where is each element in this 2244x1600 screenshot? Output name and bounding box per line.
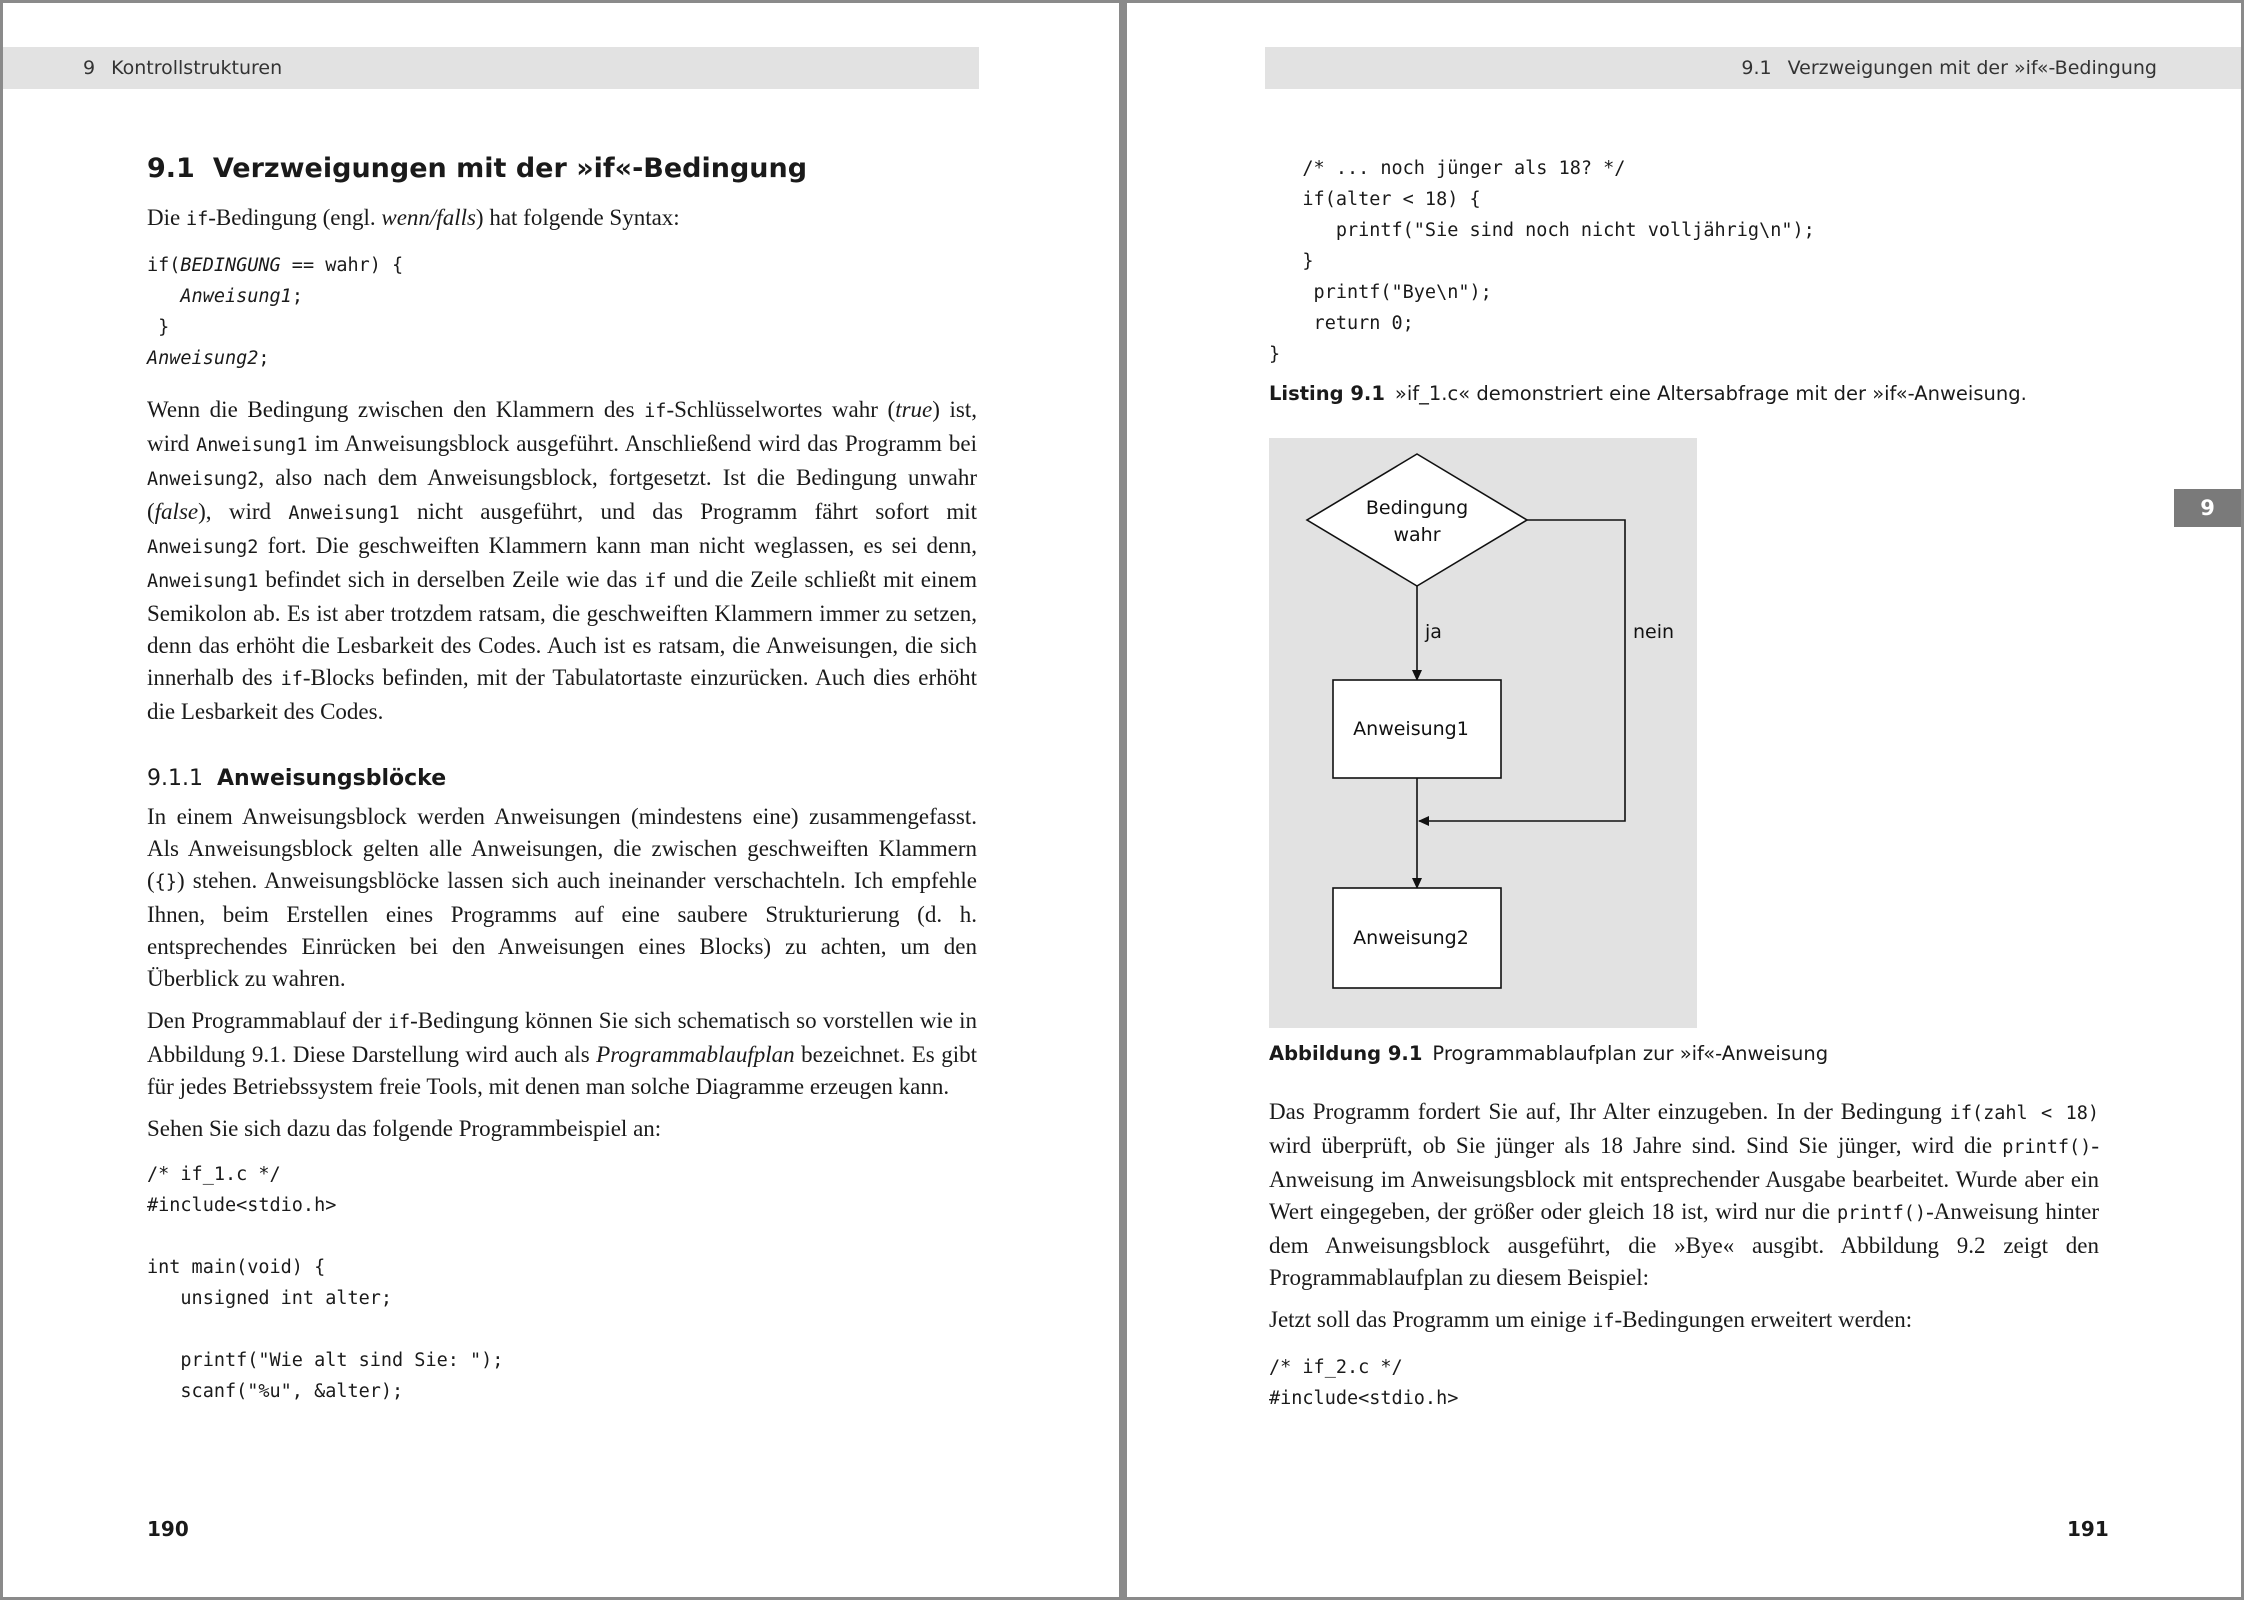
body-paragraph-2: Jetzt soll das Programm um einige if-Bedingungen erweitert werden:: [1269, 1307, 1913, 1332]
code-line: /* if_1.c */: [147, 1164, 281, 1185]
code-line: unsigned int alter;: [147, 1288, 393, 1309]
right-content: [1269, 153, 2099, 1414]
section-heading: [147, 153, 977, 184]
no-label: nein: [1633, 621, 1675, 643]
code-line: return 0;: [1269, 313, 1414, 334]
code-line: [147, 1314, 977, 1345]
code-line: if(alter < 18) {: [1269, 189, 1481, 210]
code-line: }: [1269, 251, 1314, 272]
left-content: [147, 153, 977, 1407]
body-paragraph-4: Sehen Sie sich dazu das folgende Programmbeispiel an:: [147, 1116, 662, 1141]
body-paragraph-1: Wenn die Bedingung zwischen den Klammern des if-Schlüsselwortes wahr (true) ist, wird Anweisung1 im Anweisungsblock ausgeführt. Anschließend wird das Programm bei Anweisung2, also nach dem Anweisungsblock, fortgesetzt. Ist die Bedingung unwahr (false), wird Anweisung1 nicht ausgeführt, und das Programm fährt sofort mit Anweisung2 fort. Die geschweiften Klammern kann man nicht weglassen, es sei denn, Anweisung1 befindet sich in derselben Zeile wie das if und die Zeile schließt mit einem Semikolon ab. Es ist aber trotzdem ratsam, die geschweiften Klammern immer zu setzen, denn das erhöht die Lesbarkeit des Codes. Auch ist es ratsam, die Anweisungen, die sich innerhalb des if-Blocks befinden, mit der Tabulatortaste einzurücken. Auch dies erhöht die Lesbarkeit des Codes.: [147, 397, 978, 724]
listing-caption: Listing 9.1 »if_1.c« demonstriert eine Altersabfrage mit der »if«-Anweisung.: [1269, 382, 2027, 405]
code-line: /* ... noch jünger als 18? */: [1269, 158, 1626, 179]
subsection-title: Anweisungsblöcke: [216, 766, 447, 791]
chapter-tab: 9: [2174, 489, 2241, 527]
subsection-number: 9.1.1: [147, 766, 203, 791]
code-line: }: [1269, 344, 1281, 365]
decision-label-line2: wahr: [1393, 524, 1441, 546]
code-listing-2: [1269, 1352, 2099, 1414]
chapter-title: Kontrollstrukturen: [111, 57, 283, 79]
code-line: scanf("%u", &alter);: [147, 1381, 404, 1402]
figure-caption: Abbildung 9.1 Programmablaufplan zur »if«-Anweisung: [1269, 1042, 1829, 1065]
syntax-code: if(BEDINGUNG == wahr) { Anweisung1; } Anweisung2;: [147, 255, 404, 369]
code-line: [147, 1221, 977, 1252]
section-title: Verzweigungen mit der »if«-Bedingung: [212, 153, 808, 184]
statement-box-1-label: Anweisung1: [1353, 718, 1469, 740]
decision-diamond: [1307, 454, 1527, 586]
code-line: /* if_2.c */: [1269, 1357, 1403, 1378]
subsection-heading: [147, 766, 977, 791]
code-line: #include<stdio.h>: [1269, 1388, 1459, 1409]
code-line: printf("Sie sind noch nicht volljährig\n");: [1269, 220, 1815, 241]
section-number: 9.1: [1741, 57, 1772, 79]
code-line: #include<stdio.h>: [147, 1195, 337, 1216]
section-title: Verzweigungen mit der »if«-Bedingung: [1787, 57, 2157, 79]
right-page: [1127, 3, 2241, 1597]
flowchart-figure: [1269, 438, 1697, 1028]
intro-paragraph: Die if-Bedingung (engl. wenn/falls) hat folgende Syntax:: [147, 205, 680, 230]
yes-label: ja: [1425, 621, 1442, 643]
page-number: 190: [147, 1517, 189, 1541]
page-number: 191: [2067, 1517, 2109, 1541]
running-head: [1265, 47, 2241, 89]
decision-label-line1: Bedingung: [1365, 497, 1469, 519]
code-listing-1: [147, 1159, 977, 1407]
section-number: 9.1: [147, 153, 195, 184]
code-listing-1-continued: [1269, 153, 2099, 370]
chapter-number: 9: [83, 57, 96, 79]
body-paragraph-2: In einem Anweisungsblock werden Anweisungen (mindestens eine) zusammengefasst. Als Anweisungsblock gelten alle Anweisungen, die zwischen geschweiften Klammern ({}) stehen. Anweisungsblöcke lassen sich auch ineinander verschachteln. Ich empfehle Ihnen, beim Erstellen eines Programms auf eine saubere Strukturierung (d. h. entsprechendes Einrücken bei den Anweisungen eines Blocks) zu achten, um den Überblick zu wahren.: [147, 804, 977, 991]
statement-box-2-label: Anweisung2: [1353, 927, 1469, 949]
code-line: int main(void) {: [147, 1257, 326, 1278]
body-paragraph-1: Das Programm fordert Sie auf, Ihr Alter einzugeben. In der Bedingung if(zahl < 18) wird überprüft, ob Sie jünger als 18 Jahre sind. Sind Sie jünger, wird die printf()-Anweisung im Anweisungsblock mit entsprechender Ausgabe bearbeitet. Wurde aber ein Wert eingegeben, der größer oder gleich 18 ist, wird nur die printf()-Anweisung hinter dem Anweisungsblock ausgeführt, die »Bye« ausgibt. Abbildung 9.2 zeigt den Programmablaufplan zu diesem Beispiel:: [1269, 1099, 2100, 1290]
flowchart-svg: [1269, 438, 1697, 1028]
code-line: printf("Bye\n");: [1269, 282, 1492, 303]
left-page: [3, 3, 1119, 1597]
running-head: [3, 47, 979, 89]
body-paragraph-3: Den Programmablauf der if-Bedingung können Sie sich schematisch so vorstellen wie in Abbildung 9.1. Diese Darstellung wird auch als Programmablaufplan bezeichnet. Es gibt für jedes Betriebssystem freie Tools, mit denen man solche Diagramme erzeugen kann.: [147, 1008, 977, 1099]
code-line: printf("Wie alt sind Sie: ");: [147, 1350, 504, 1371]
